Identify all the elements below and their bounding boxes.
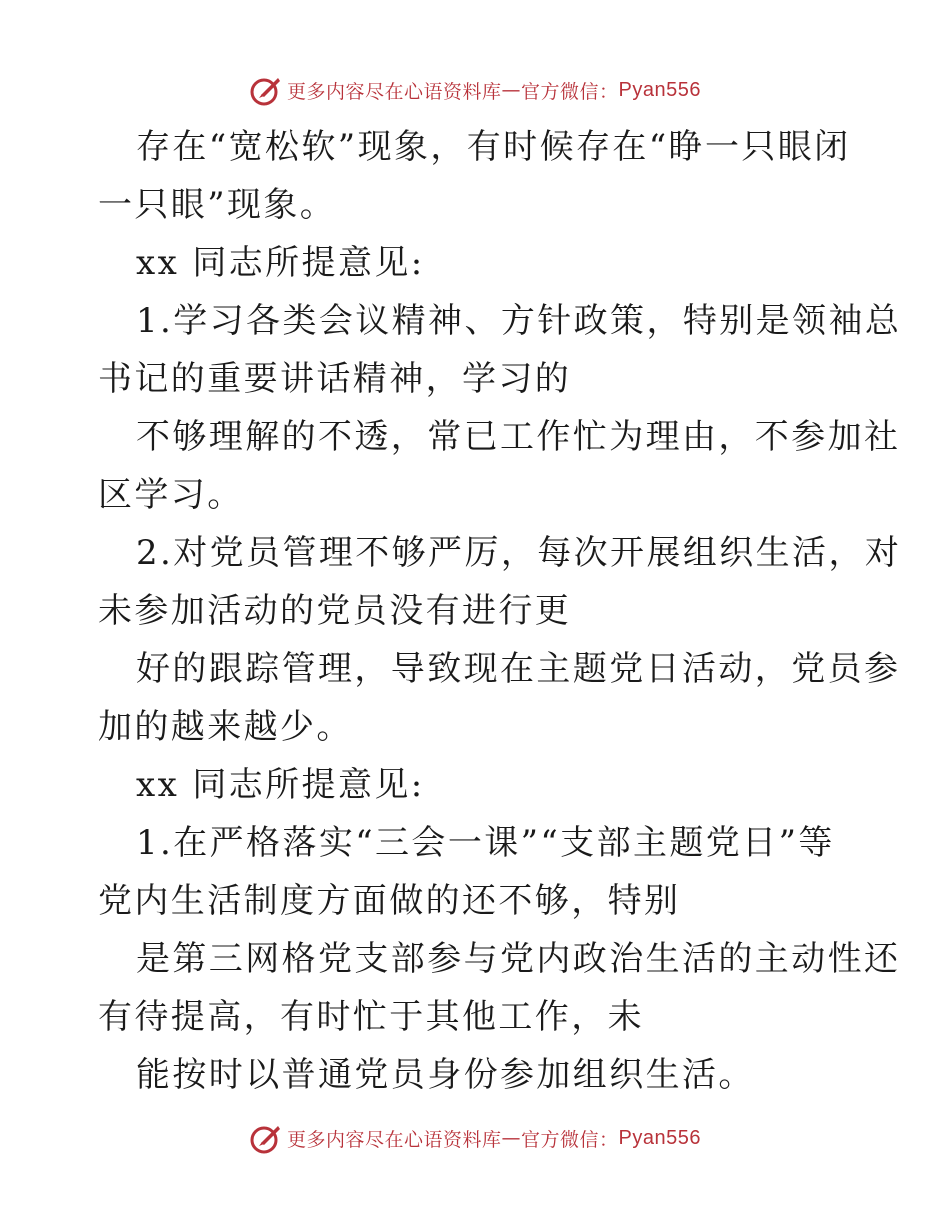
banner-wechat-id: Pyan556: [618, 78, 701, 101]
feather-pen-logo-icon: [249, 73, 283, 107]
text-line: 未参加活动的党员没有进行更: [98, 591, 572, 631]
banner-dash: —: [501, 1127, 522, 1149]
banner-prefix: 更多内容尽在心语资料库: [287, 1128, 502, 1151]
text-line: 好的跟踪管理，导致现在主题党日活动，党员参: [136, 649, 901, 689]
text-line: 一只眼”现象。: [98, 185, 337, 225]
text-line: 不够理解的不透，常已工作忙为理由，不参加社: [136, 417, 901, 457]
header-banner: [0, 70, 950, 110]
text-line: 是第三网格党支部参与党内政治生活的主动性还: [136, 939, 901, 979]
text-line: xx 同志所提意见:: [136, 765, 425, 805]
text-line: xx 同志所提意见:: [136, 243, 425, 283]
text-line: 1.在严格落实“三会一课”“支部主题党日”等: [136, 823, 835, 863]
banner-middle: 官方微信：: [521, 1128, 619, 1151]
banner-wechat-id: Pyan556: [618, 1126, 701, 1149]
text-line: 党内生活制度方面做的还不够，特别: [98, 881, 681, 921]
banner-dash: —: [501, 79, 522, 101]
footer-banner: [0, 1118, 950, 1158]
feather-pen-logo-icon: [249, 1121, 283, 1155]
text-line: 2.对党员管理不够严厉，每次开展组织生活，对: [136, 533, 902, 573]
text-line: 能按时以普通党员身份参加组织生活。: [136, 1055, 755, 1095]
banner-middle: 官方微信：: [521, 80, 619, 103]
text-line: 加的越来越少。: [98, 707, 353, 747]
text-line: 区学习。: [98, 475, 244, 515]
text-line: 书记的重要讲话精神，学习的: [98, 359, 572, 399]
text-line: 存在“宽松软”现象，有时候存在“睁一只眼闭: [136, 127, 851, 167]
banner-prefix: 更多内容尽在心语资料库: [287, 80, 502, 103]
text-line: 有待提高，有时忙于其他工作，未: [98, 997, 644, 1037]
text-line: 1.学习各类会议精神、方针政策，特别是领袖总: [136, 301, 902, 341]
